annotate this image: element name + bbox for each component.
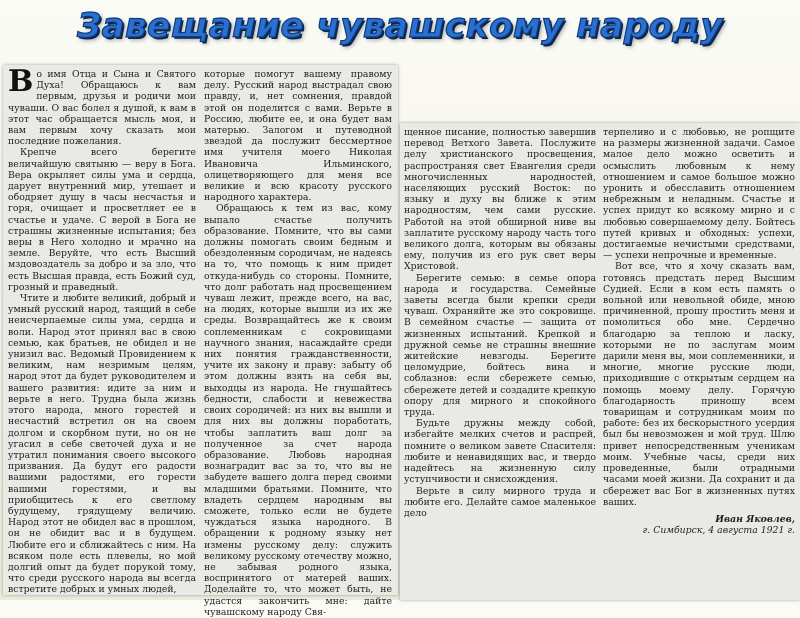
paragraph: терпеливо и с любовью, не ропщите на размеры жизненной задачи. Самое малое дело можно осветить и осмыслить любовным к нему отношением и самое большое можно уронить и обесславить отношением небрежным и неладным. Счастье и успех придут ко всякому мирно и с любовью совершаемому делу. Бойтесь путей кривых и обходных: успехи, достигаемые нечистыми средствами, — успехи непрочные и временные.	[603, 127, 795, 262]
text-column-2	[204, 69, 392, 618]
paragraph: щенное писание, полностью завершив перевод Ветхого Завета. Послужите делу христианского просвещения, распространяя свет Евангелия среди многочисленных народностей, населяющих русский Восток: по языку и духу вы ближе к этим народностям, чем сами русские. Работой на этой обширной ниве вы заплатите русскому народу часть того великого долга, которым вы обязаны ему, получив из его рук свет веры Христовой.	[404, 127, 596, 273]
drop-cap: В	[8, 64, 34, 99]
paragraph: Будьте дружны между собой, избегайте мелких счетов и распрей, помните о великом завете Спасителя: любите и ненавидящих вас, и твердо надейтесь на жизненную силу уступчивости и снисхождения.	[404, 418, 596, 486]
paragraph: Обращаюсь к тем из вас, кому выпало счастье получить образование. Помните, что вы сами должны помогать своим бедным и обездоленным сородичам, не надеясь на то, что помощь к ним придет откуда-нибудь со стороны. Помните, что долг работать над просвещением чуваш лежит, прежде всего, на вас, на людях, которые вышли из их же среды. Возвращайтесь же к своим соплеменникам с сокровищами научного знания, насаждайте среди них понятия гражданственности, учите их закону и праву: забыту об этом должны взять на себя вы, выходцы из народа. Не гнушайтесь бедности, слабости и невежества своих сородичей: из них вы вышли и для них вы должны поработать, чтобы заплатить ваш долг за полученное за счет народа образование. Любовь народная вознаградит вас за то, что вы не забудете вашего долга перед своими младшими братьями. Помните, что владеть сердцем народным вы сможете, только если не будете чуждаться языка народного. В обращении к родному языку нет измены русскому делу: служить великому русскому отечеству можно, не забывая родного языка, воспринятого от матерей ваших. Доделайте то, что может быть, не удастся закончить мне: дайте чувашскому народу Свя-	[204, 203, 392, 618]
paragraph: Верьте в силу мирного труда и любите его. Делайте самое маленькое дело	[404, 485, 596, 519]
paragraph: которые помогут вашему правому делу. Русский народ выстрадал свою правду, и, нет сомнения, правдой этой он поделится с вами. Верьте в Россию, любите ее, и она будет вам матерью. Залогом и путеводной звездой да послужит бессмертное имя учителя моего Николая Ивановича Ильминского, олицетворяющего для меня все великие и всю красоту русского народного характера.	[204, 69, 392, 204]
slide-title: Завещание чувашскому народу	[76, 6, 724, 46]
signature: Иван Яковлев,	[715, 513, 795, 525]
text-column-3	[404, 127, 596, 596]
paragraph: Берегите семью: в семье опора народа и государства. Семейные заветы всегда были крепки среди чуваш. Охраняйте же это сокровище. В семейном счастье — защита от жизненных испытаний. Крепкой и дружной семье не страшны внешние житейские невзгоды. Берегите целомудрие, бойтесь вина и соблазнов: если сбережете семью, сбережете детей и создадите крепкую опору для мирного и спокойного труда.	[404, 272, 596, 419]
text-column-4	[603, 127, 795, 596]
left-page-scan	[3, 64, 398, 618]
place-date: г. Симбирск, 4 августа 1921 г.	[642, 525, 795, 537]
right-page-scan	[400, 123, 800, 600]
paragraph: Крепче всего берегите величайшую святыню — веру в Бога. Вера окрыляет силы ума и сердца, дарует внутренний мир, утешает и ободряет душу в часы несчастья и горя, очищает и просветляет ее в счастье и удаче. С верой в Бога не страшны жизненные испытания; без веры в Него холодно и мрачно на земле. Веруйте, что есть Высший мздовоздатель за добро и за зло, что есть Высшая правда, есть Божий суд, грозный и праведный.	[8, 147, 196, 293]
paragraph: Чтите и любите великий, добрый и умный русский народ, таящий в себе неисчерпаемые силы ума, сердца и воли. Народ этот принял вас в свою семью, как братьев, не обидел и не унизил вас. Ведомый Провидением к великим, нам незримым целям, народ этот да будет руководителем и вашего развития: идите за ним и верьте в него. Трудна была жизнь этого народа, много горестей и несчастий встретил он на своем долгом и скорбном пути, но он не угасил в себе светочей духа и не утратил понимания своего высокого призвания. Да будут его радости вашими радостями, его горести вашими горестями, и вы приобщитесь к его светлому будущему, грядущему величию. Народ этот не обидел вас в прошлом, он не обидит вас и в будущем. Любите его и сближайтесь с ним. На всяком поле есть плевелы, но мой долгий опыт да будет порукой тому, что среди русского народа вы всегда встретите добрых и умных людей,	[8, 293, 196, 596]
paragraph: Во имя Отца и Сына и Святого Духа! Обращаюсь к вам первым, друзья и родичи мои чуваши. О вас болел я душой, к вам в этот час обращается мысль моя, и вам первым хочу сказать мои последние пожелания.	[8, 64, 196, 148]
text-column-1	[8, 64, 196, 596]
paragraph: Вот все, что я хочу сказать вам, готовясь предстать перед Высшим Судией. Если в ком есть память о вольной или невольной обиде, мною причиненной, прошу простить меня и помолиться обо мне. Сердечно благодарю за теплою и ласку, которыми не по заслугам моим дарили меня вы, мои соплеменники, и многие, многие русские люди, приходившие с открытым сердцем на помощь моему делу. Горячую благодарность приношу всем товарищам и сотрудникам моим по работе: без их бескорыстного усердия был бы невозможен и мой труд. Шлю привет непосредственным ученикам моим. Учебные часы, среди них проведенные, были отрадными часами моей жизни. Да сохранит и да сбережет вас Бог в жизненных путях ваших.	[603, 261, 795, 508]
